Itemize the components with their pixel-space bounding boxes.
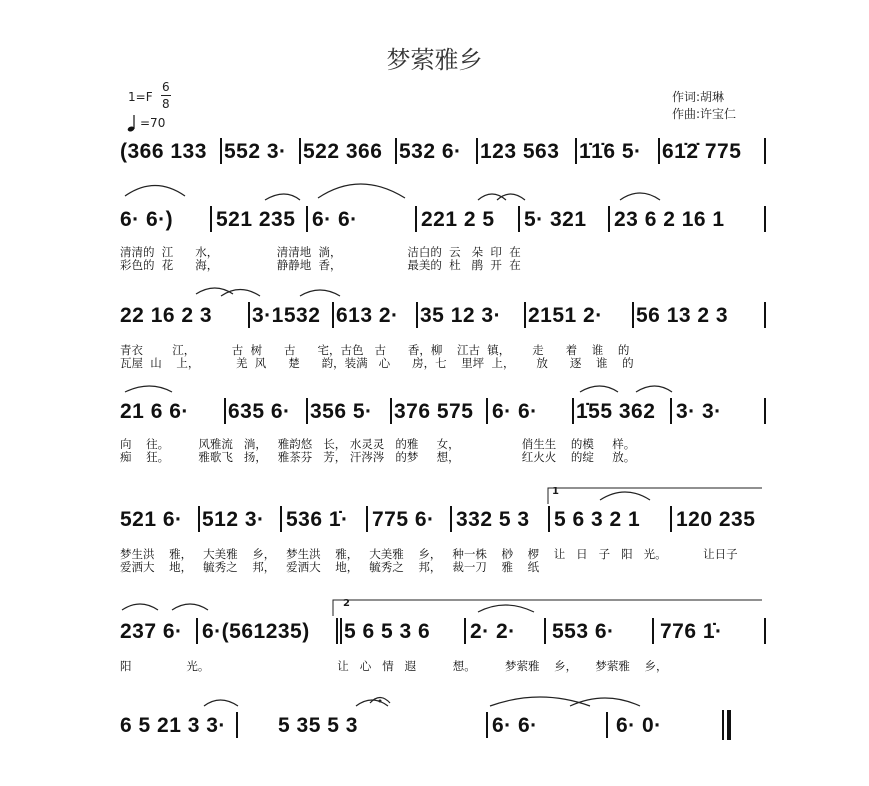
barline [299, 138, 301, 164]
measure: 376 575 [394, 400, 474, 423]
barline [670, 398, 672, 424]
measure: 23 6 2 16 1 [614, 208, 725, 231]
barline [220, 138, 222, 164]
barline [366, 506, 368, 532]
measure: 3· 3· [676, 400, 722, 423]
lyric-verse-1: 清清的 江 水， 清清地 淌， 洁白的 云 朵 印 在 [120, 245, 521, 259]
measure: 6· 6·) [120, 208, 174, 231]
measure: 613 2· [336, 304, 399, 327]
barline [632, 302, 634, 328]
measure: 2151 2· [528, 304, 603, 327]
key-signature: 1=F [128, 90, 153, 104]
measure: 521 235 [216, 208, 296, 231]
measure: 635 6· [228, 400, 291, 423]
barline [524, 302, 526, 328]
score-system-1 [120, 132, 770, 172]
lyric-verse-1: 向 往。 风雅流 淌， 雅韵悠 长， 水灵灵 的雅 女， 俏生生 的模 样。 [120, 437, 636, 451]
measure: 5 6 3 2 1 [554, 508, 641, 531]
measure: 6· 6· [312, 208, 358, 231]
barline [415, 206, 417, 232]
lyric-verse-1: 梦生洪 雅， 大美雅 乡， 梦生洪 雅， 大美雅 乡， 种一株 桫 椤 让 日 子 阳 光。 让日子 [120, 547, 738, 561]
barline [764, 138, 766, 164]
barline [518, 206, 520, 232]
score-system-5 [120, 500, 770, 540]
score-system-2 [120, 200, 770, 240]
measure: 356 5· [310, 400, 373, 423]
measure: 56 13 2 3 [636, 304, 729, 327]
barline [248, 302, 250, 328]
song-title: 梦萦雅乡 [386, 46, 483, 74]
lyricist-credit: 作词:胡琳 [672, 90, 725, 104]
fermata-icon [370, 698, 390, 704]
measure: 6·(561235) [202, 620, 310, 643]
measure: 5 35 5 3 [278, 714, 358, 737]
barline [416, 302, 418, 328]
barline [464, 618, 466, 644]
barline [224, 398, 226, 424]
repeat-barline [340, 618, 342, 644]
barline [210, 206, 212, 232]
time-signature-bottom: 8 [162, 97, 170, 111]
measure: 776 1̇· [660, 620, 723, 643]
barline [548, 506, 550, 532]
barline [395, 138, 397, 164]
barline [606, 712, 608, 738]
volta-1-number: 1 [552, 486, 559, 497]
composer-credit: 作曲:许宝仁 [672, 107, 737, 121]
measure: 1̇1̇6 5· [579, 140, 642, 163]
measure: 521 6· [120, 508, 183, 531]
barline [572, 398, 574, 424]
barline [658, 138, 660, 164]
score-system-6 [120, 612, 770, 652]
score-system-4 [120, 392, 770, 432]
barline [306, 206, 308, 232]
barline [280, 506, 282, 532]
measure: 552 3· [224, 140, 287, 163]
barline [476, 138, 478, 164]
barline [764, 302, 766, 328]
measure: 120 235 [676, 508, 756, 531]
barline [652, 618, 654, 644]
measure: 553 6· [552, 620, 615, 643]
barline [486, 712, 488, 738]
repeat-barline [336, 618, 338, 644]
measure: 522 366 [303, 140, 383, 163]
measure: 512 3· [202, 508, 265, 531]
measure: 532 6· [399, 140, 462, 163]
measure: 5 6 5 3 6 [344, 620, 431, 643]
final-barline-thin [722, 710, 724, 740]
measure: 6 5 21 3 3· [120, 714, 226, 737]
measure: 6· 0· [616, 714, 662, 737]
measure: 6· 6· [492, 400, 538, 423]
tempo-marking: =70 [140, 116, 166, 130]
lyric-verse-2: 彩色的 花 海， 静静地 香， 最美的 杜 鹃 开 在 [120, 258, 521, 272]
barline [196, 618, 198, 644]
lyric-verse-1: 阳 光。 让 心 情 遐 想。 梦萦雅 乡， 梦萦雅 乡， [120, 659, 668, 673]
measure: 3·1532 [252, 304, 321, 327]
time-signature-line [161, 95, 171, 96]
measure: 35 12 3· [420, 304, 502, 327]
barline [764, 618, 766, 644]
barline [764, 398, 766, 424]
barline [764, 206, 766, 232]
measure: 6· 6· [492, 714, 538, 737]
measure: 61̇2̇ 775 [662, 140, 742, 163]
score-system-7 [120, 706, 770, 746]
barline [608, 206, 610, 232]
barline [236, 712, 238, 738]
barline [332, 302, 334, 328]
score-system-3 [120, 296, 770, 336]
volta-2-number: 2 [343, 598, 350, 609]
lyric-verse-2: 瓦屋 山 上， 羌 风 楚 韵，装满 心 房，七 里坪 上， 放 逐 谁 的 [120, 356, 634, 370]
lyric-verse-2: 爱洒大 地， 毓秀之 邦， 爱洒大 地， 毓秀之 邦， 裁一刀 雅 纸 [120, 560, 540, 574]
measure: 123 563 [480, 140, 560, 163]
measure: 21 6 6· [120, 400, 189, 423]
barline [306, 398, 308, 424]
measure: 775 6· [372, 508, 435, 531]
barline [544, 618, 546, 644]
barline [450, 506, 452, 532]
barline [575, 138, 577, 164]
barline [486, 398, 488, 424]
measure: 2· 2· [470, 620, 516, 643]
measure: 1̇55 362 [576, 400, 656, 423]
measure: 536 1̇· [286, 508, 349, 531]
measure: 5· 321 [524, 208, 587, 231]
final-barline-thick [727, 710, 731, 740]
measure: 332 5 3 [456, 508, 530, 531]
lyric-verse-1: 青衣 江， 古 树 古 宅，古色 古 香，柳 江古 镇， 走 着 谁 的 [120, 343, 630, 357]
lyric-verse-2: 痴 狂。 雅歌飞 扬， 雅茶芬 芳， 汗涔涔 的梦 想， 红火火 的绽 放。 [120, 450, 636, 464]
time-signature-top: 6 [162, 80, 170, 94]
measure: 22 16 2 3 [120, 304, 213, 327]
barline [670, 506, 672, 532]
barline [198, 506, 200, 532]
measure: 221 2 5 [421, 208, 495, 231]
barline [390, 398, 392, 424]
measure: 237 6· [120, 620, 183, 643]
measure: (366 133 [120, 140, 207, 163]
